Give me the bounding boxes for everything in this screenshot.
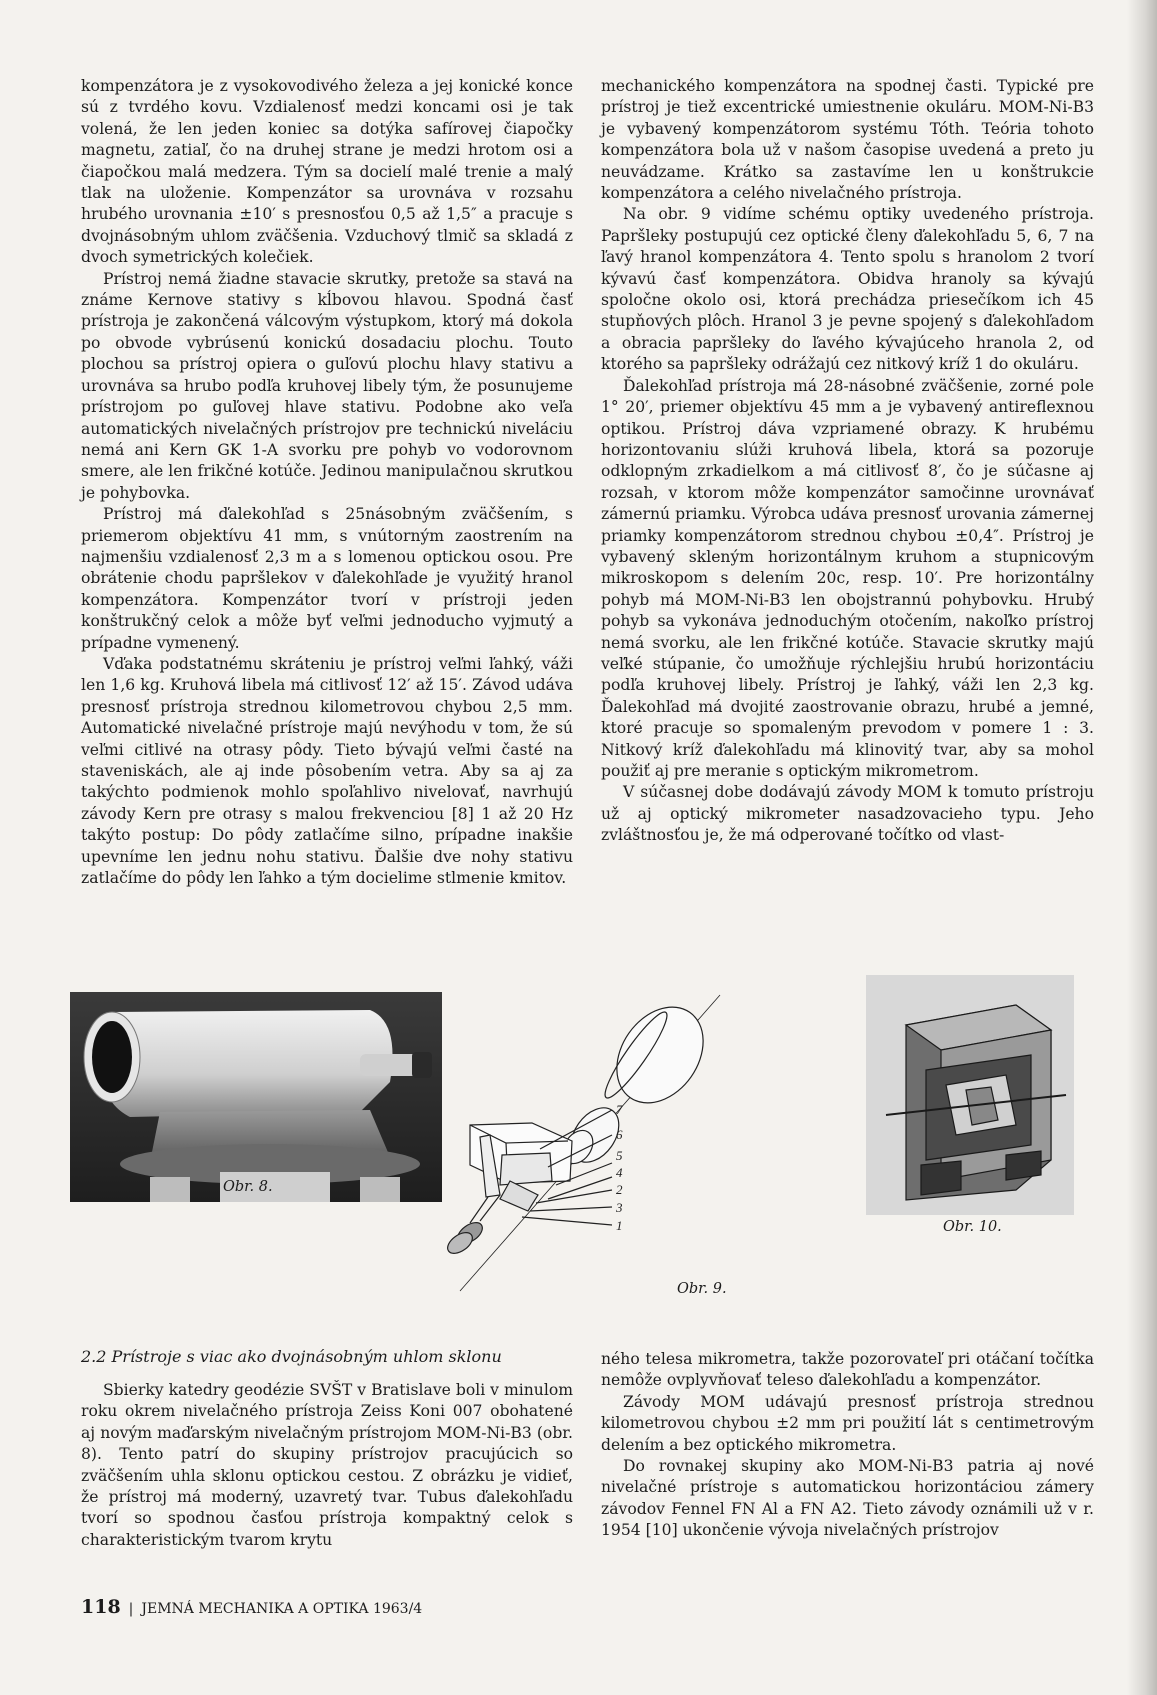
section-heading: 2.2 Prístroje s viac ako dvojnásobným uhlom sklonu: [81, 1347, 502, 1366]
paragraph: ného telesa mikrometra, takže pozorovateľ pri otáčaní točítka nemôže ovplyvňovať teleso ďalekohľadu a kompenzátor.: [601, 1350, 1094, 1390]
fig9-label: 2: [616, 1182, 623, 1197]
page-number: 118: [81, 1596, 121, 1618]
page-footer: [81, 1596, 422, 1618]
text-column-right-top: [601, 76, 1094, 847]
leveling-instrument-photo: [70, 992, 442, 1202]
text-column-left-bottom: [81, 1380, 573, 1551]
optics-schematic: [440, 985, 740, 1305]
paragraph: Prístroj nemá žiadne stavacie skrutky, pretože sa stavá na známe Kernove stativy s kĺbovou hlavou. Spodná časť prístroja je zakončená válcovým výstupkom, ktorý má dokola po obvode vybrúsenú konickú dosadaciu plochu. Touto plochou sa prístroj opiera o guľovú plochu hlavy stativu a urovnáva sa hrubo podľa kruhovej libely tým, že posunujeme prístrojom po guľovej hlave stativu. Podobne ako veľa automatických nivelačných prístrojov pre technickú niveláciu nemá ani Kern GK 1-A svorku pre pohyb vo vodorovnom smere, ale len frikčné kotúče. Jedinou manipulačnou skrutkou je pohybovka.: [81, 269, 573, 502]
paragraph: Do rovnakej skupiny ako MOM-Ni-B3 patria aj nové nivelačné prístroje s automatickou horizontáciou zámery závodov Fennel FN Al a FN A2. Tieto závody oznámili už v r. 1954 [10] ukončenie vývoja nivelačných prístrojov: [601, 1457, 1094, 1540]
page-edge-shadow: [1127, 0, 1157, 1695]
paragraph: Prístroj má ďalekohľad s 25násobným zväčšením, s priemerom objektívu 41 mm, s vnútorným zaostrením na najmenšiu vzdialenosť 2,3 m a s lomenou optickou osou. Pre obrátenie chodu papršlekov v ďalekohľade je využitý hranol kompenzátora. Kompenzátor tvorí v prístroji jeden konštrukčný celok a môže byť veľmi jednoducho vyjmutý a prípadne vymenený.: [81, 505, 573, 652]
fig9-label: 7: [616, 1102, 623, 1117]
fig9-label: 5: [616, 1148, 623, 1163]
paragraph: Vďaka podstatnému skráteniu je prístroj veľmi ľahký, váži len 1,6 kg. Kruhová libela má citlivosť 12′ až 15′. Závod udáva presnosť prístroja strednou kilometrovou chybou 2,5 mm. Automatické nivelačné prístroje majú nevýhodu v tom, že sú veľmi citlivé na otrasy pôdy. Tieto bývajú veľmi časté na staveniskách, ale aj inde pôsobením vetra. Aby sa aj za takýchto podmienok mohlo spoľahlivo nivelovať, navrhujú závody Kern pre otrasy s malou frekvenciou [8] 1 až 20 Hz takýto postup: Do pôdy zatlačíme silno, prípadne inakšie upevníme len jednu nohu stativu. Ďalšie dve nohy stativu zatlačíme do pôdy len ľahko a tým docielime stlmenie kmitov.: [81, 654, 573, 888]
fig9-label: 3: [616, 1200, 623, 1215]
journal-title: JEMNÁ MECHANIKA A OPTIKA 1963/4: [141, 1601, 423, 1617]
figure-10-caption: Obr. 10.: [943, 1219, 1002, 1235]
paragraph: Sbierky katedry geodézie SVŠT v Bratislave boli v minulom roku okrem nivelačného prístroja Zeiss Koni 007 obohatené aj novým maďarským nivelačným prístrojom MOM-Ni-B3 (obr. 8). Tento patrí do skupiny prístrojov pracujúcich so zväčšením uhla sklonu optickou cestou. Z obrázku je vidieť, že prístroj má moderný, uzavretý tvar. Tubus ďalekohľadu tvorí so spodnou časťou prístroja kompaktný celok s charakteristickým tvarom krytu: [81, 1381, 573, 1549]
figure-8-photo: [70, 992, 442, 1202]
figure-8-caption: Obr. 8.: [223, 1179, 273, 1195]
paragraph: kompenzátora je z vysokovodivého železa a jej konické konce sú z tvrdého kovu. Vzdialenosť medzi koncami osi je tak volená, že len jeden koniec sa dotýka safírovej čiapočky magnetu, zatiaľ, čo na druhej strane je medzi hrotom osi a čiapočkou malá medzera. Tým sa docielí malé trenie a malý tlak na uloženie. Kompenzátor sa urovnáva v rozsahu hrubého urovnania ±10′ s presnosťou 0,5 až 1,5″ a pracuje s dvojnásobným uhlom zväčšenia. Vzduchový tlmič sa skladá z dvoch symetrických kolečiek.: [81, 77, 573, 267]
paragraph: V súčasnej dobe dodávajú závody MOM k tomuto prístroju už aj optický mikrometer nasadzovacieho typu. Jeho zvláštnosťou je, že má odperované točítko od vlast-: [601, 783, 1094, 845]
footer-separator: |: [128, 1601, 134, 1617]
fig9-label: 1: [616, 1218, 623, 1233]
paragraph: Závody MOM udávajú presnosť prístroja strednou kilometrovou chybou ±2 mm pri použití lát s centimetrovým delením a bez optického mikrometra.: [601, 1392, 1094, 1454]
text-column-left-top: [81, 76, 573, 889]
paragraph: Na obr. 9 vidíme schému optiky uvedeného prístroja. Papršleky postupujú cez optické členy ďalekohľadu 5, 6, 7 na ľavý hranol kompenzátora 4. Tento spolu s hranolom 2 tvorí kývavú časť kompenzátora. Obidva hranoly sa kývajú spoločne okolo osi, ktorá prechádza priesečíkom ich 45 stupňových plôch. Hranol 3 je pevne spojený s ďalekohľadom a obracia papršleky do ľavého kývajúceho hranola 2, od ktorého sa papršleky odrážajú cez nitkový kríž 1 do okuláru.: [601, 205, 1094, 374]
figure-9-diagram: [440, 985, 740, 1305]
figure-10-drawing: [866, 975, 1074, 1215]
paragraph: mechanického kompenzátora na spodnej časti. Typické pre prístroj je tiež excentrické umiestnenie okuláru. MOM-Ni-B3 je vybavený kompenzátorom systému Tóth. Teória tohoto kompenzátora bola už v našom časopise uvedená a preto ju neuvádzame. Krátko sa zastavíme len u konštrukcie kompenzátora a celého nivelačného prístroja.: [601, 77, 1094, 203]
compensator-cutaway: [866, 975, 1074, 1215]
fig9-label: 4: [616, 1165, 623, 1180]
text-column-right-bottom: [601, 1349, 1094, 1542]
figure-9-caption: Obr. 9.: [677, 1281, 727, 1297]
fig9-label: 6: [616, 1127, 623, 1142]
paragraph: Ďalekohľad prístroja má 28-násobné zväčšenie, zorné pole 1° 20′, priemer objektívu 45 mm a je vybavený antireflexnou optikou. Prístroj dáva vzpriamené obrazy. K hrubému horizontovaniu slúži kruhová libela, ktorá sa pozoruje odklopným zrkadielkom a má citlivosť 8′, čo je súčasne aj rozsah, v ktorom môže kompenzátor samočinne urovnávať zámernú priamku. Výrobca udáva presnosť urovania zámernej priamky kompenzátorom strednou chybou ±0,4″. Prístroj je vybavený skleným horizontálnym kruhom a stupnicovým mikroskopom s delením 20c, resp. 10′. Pre horizontálny pohyb má MOM-Ni-B3 len obojstrannú pohybovku. Hrubý pohyb sa vykonáva jednoduchým otočením, nakoľko prístroj nemá svorku, ale len frikčné kotúče. Stavacie skrutky majú veľké stúpanie, čo umožňuje rýchlejšiu hrubú horizontáciu podľa kruhovej libely. Prístroj je ľahký, váži len 2,3 kg. Ďalekohľad má dvojité zaostrovanie obrazu, hrubé a jemné, ktoré pracuje so spomaleným prevodom v pomere 1 : 3. Nitkový kríž ďalekohľadu má klinovitý tvar, aby sa mohol použiť aj pre meranie s optickým mikrometrom.: [601, 376, 1094, 780]
